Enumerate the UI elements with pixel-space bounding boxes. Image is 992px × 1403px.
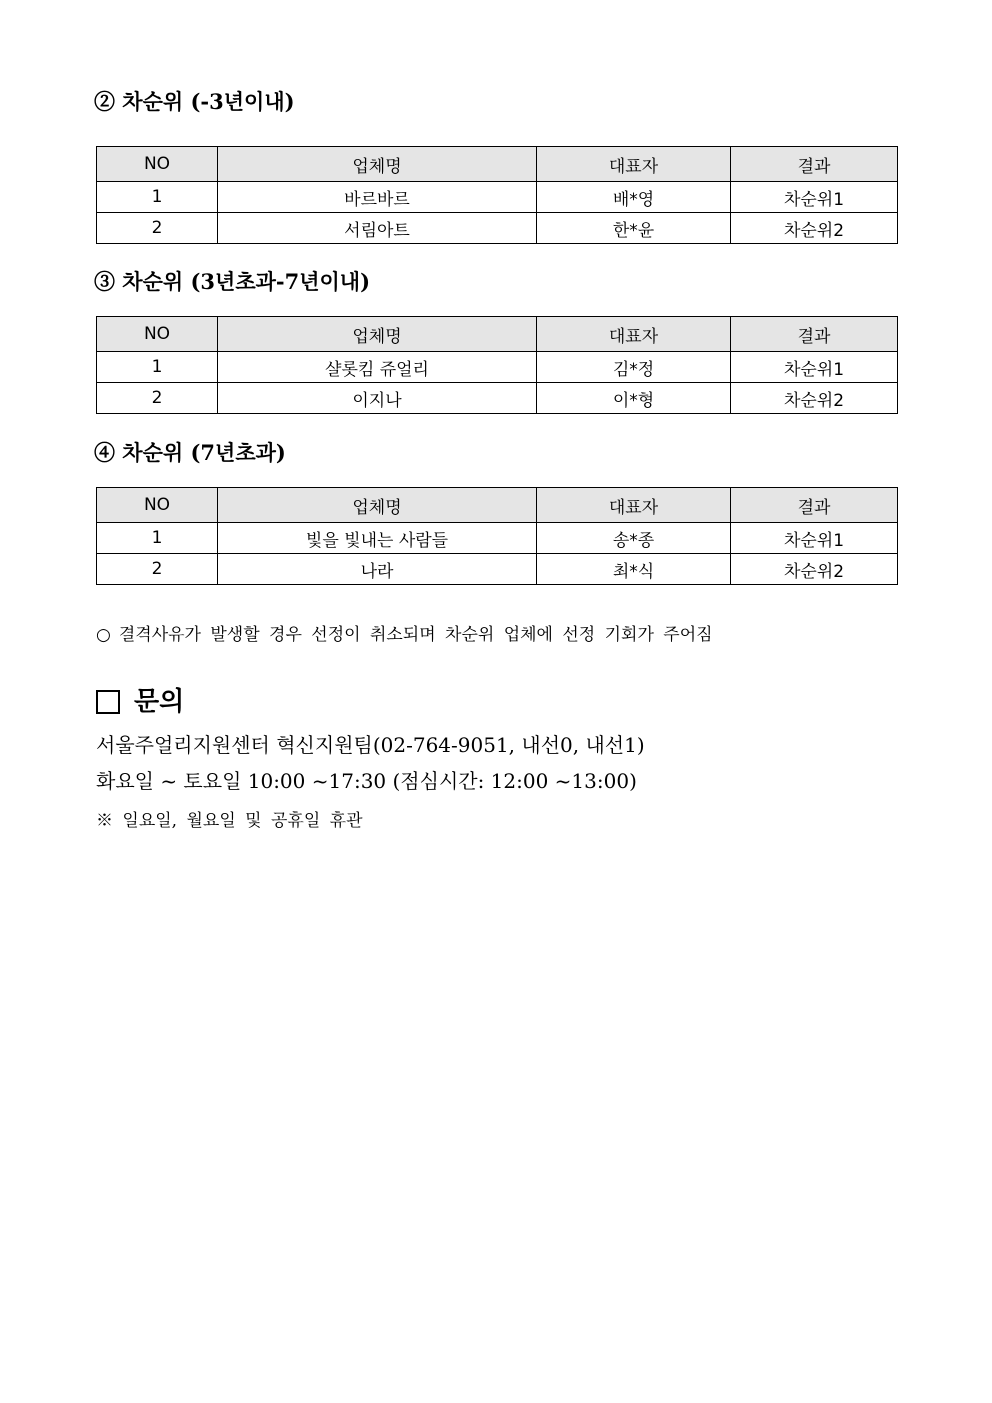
inquiry-contact: 서울주얼리지원센터 혁신지원팀(02-764-9051, 내선0, 내선1) [96, 733, 645, 757]
cell-no: 2 [97, 383, 218, 414]
cell-no: 2 [97, 213, 218, 244]
column-header-result: 결과 [731, 488, 898, 523]
cell-representative: 김*정 [537, 352, 731, 383]
cell-result: 차순위2 [731, 213, 898, 244]
table-row [97, 383, 898, 414]
cell-representative: 이*형 [537, 383, 731, 414]
section-heading-3-to-7-years: ③ 차순위 (3년초과-7년이내) [94, 269, 371, 294]
table-row [97, 554, 898, 585]
cell-result: 차순위1 [731, 352, 898, 383]
cell-no: 1 [97, 182, 218, 213]
column-header-company: 업체명 [218, 488, 537, 523]
column-header-no: NO [97, 317, 218, 352]
disqualification-note-text: 결격사유가 발생할 경우 선정이 취소되며 차순위 업체에 선정 기회가 주어짐 [118, 625, 713, 645]
section-heading-over-7-years: ④ 차순위 (7년초과) [94, 440, 286, 465]
column-header-company: 업체명 [218, 147, 537, 182]
column-header-no: NO [97, 488, 218, 523]
table-header-row [97, 147, 898, 182]
cell-representative: 배*영 [537, 182, 731, 213]
inquiry-heading [96, 685, 184, 719]
column-header-result: 결과 [731, 317, 898, 352]
cell-company: 이지나 [218, 383, 537, 414]
cell-result: 차순위1 [731, 182, 898, 213]
cell-result: 차순위2 [731, 383, 898, 414]
runner-up-table-over-7-years [96, 487, 898, 585]
runner-up-table-3-to-7-years [96, 316, 898, 414]
column-header-company: 업체명 [218, 317, 537, 352]
cell-result: 차순위1 [731, 523, 898, 554]
cell-result: 차순위2 [731, 554, 898, 585]
column-header-no: NO [97, 147, 218, 182]
cell-representative: 한*윤 [537, 213, 731, 244]
cell-no: 1 [97, 352, 218, 383]
column-header-representative: 대표자 [537, 317, 731, 352]
inquiry-hours: 화요일 ~ 토요일 10:00 ~17:30 (점심시간: 12:00 ~13:00) [96, 769, 637, 793]
table-row [97, 213, 898, 244]
cell-company: 빛을 빛내는 사람들 [218, 523, 537, 554]
cell-company: 샬롯킴 쥬얼리 [218, 352, 537, 383]
table-header-row [97, 317, 898, 352]
table-row [97, 523, 898, 554]
circle-bullet-icon: ○ [96, 625, 111, 645]
disqualification-note [96, 620, 713, 645]
cell-no: 2 [97, 554, 218, 585]
inquiry-heading-text: 문의 [134, 687, 185, 717]
table-row [97, 182, 898, 213]
closure-note: ※ 일요일, 월요일 및 공휴일 휴관 [96, 811, 363, 831]
runner-up-table-under-3-years [96, 146, 898, 244]
table-row [97, 352, 898, 383]
cell-company: 나라 [218, 554, 537, 585]
cell-company: 서림아트 [218, 213, 537, 244]
column-header-representative: 대표자 [537, 488, 731, 523]
section-heading-under-3-years: ② 차순위 (-3년이내) [94, 89, 295, 114]
table-header-row [97, 488, 898, 523]
cell-no: 1 [97, 523, 218, 554]
column-header-result: 결과 [731, 147, 898, 182]
square-bullet-icon [96, 690, 120, 714]
column-header-representative: 대표자 [537, 147, 731, 182]
cell-representative: 최*식 [537, 554, 731, 585]
cell-representative: 송*종 [537, 523, 731, 554]
cell-company: 바르바르 [218, 182, 537, 213]
